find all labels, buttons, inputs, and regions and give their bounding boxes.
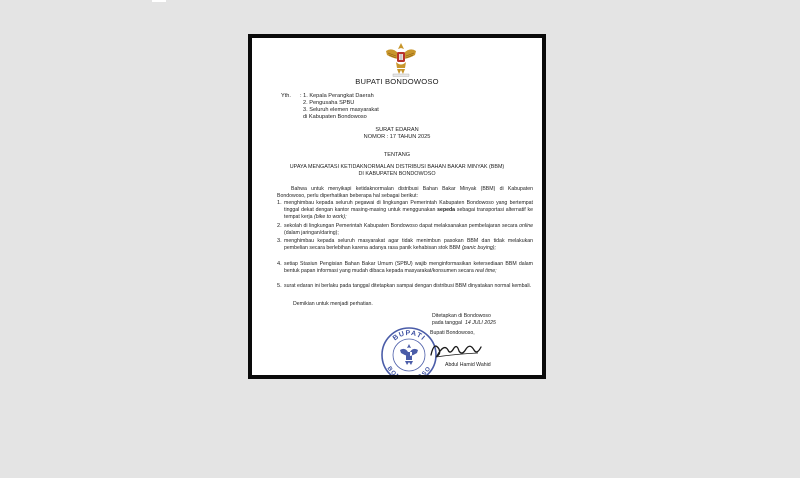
list-item-1: menghimbau kepada seluruh pegawai di lingkungan Pemerintah Kabupaten Bondowoso yang bertempat tinggal dekat dengan kantor masing-masing untuk menggunakan sepeda sebagai transportasi alternatif ke tempat kerja (bike to work); [284,200,533,220]
list-number-4: 4. [277,261,282,267]
list-item-2: sekolah di lingkungan Pemerintah Kabupaten Bondowoso dapat melaksanakan pembelajaran secara online (dalam jaringan/daring); [284,223,534,236]
circular-number: NOMOR : 17 TAHUN 2025 [363,134,431,140]
seal-bottom-text: BONDOWOSO [385,365,433,384]
list-item-5: surat edaran ini berlaku pada tanggal ditetapkan sampai dengan distribusi BBM dinyatakan normal kembali. [284,283,532,289]
list-number-5: 5. [277,283,282,289]
document-frame [248,34,546,384]
office-title: BUPATI BONDOWOSO [355,77,439,86]
list-number-2: 2. [277,223,282,229]
list-number-1: 1. [277,200,282,206]
list-item-4: setiap Stasiun Pengisian Bahan Bakar Umum (SPBU) wajib menginformasikan ketersediaan BBM dalam bentuk papan informasi yang mudah dibaca kepada masyarakat/konsumen secara real time; [284,261,533,274]
garuda-emblem-icon [384,41,418,77]
list-item-3: menghimbau kepada seluruh masyarakat agar tidak menimbun pasokan BBM dan tidak melakukan pembelian secara berlebihan karena adanya rasa panik kehabisan stok BBM (panic buying); [284,238,533,251]
seal-top-text: BUPATI [391,329,427,343]
subject-line-2: DI KABUPATEN BONDOWOSO [358,171,436,177]
recipient-item-1: : 1. Kepala Perangkat Daerah [300,93,374,99]
handwritten-signature [428,335,484,363]
established-date-label: pada tanggal [432,320,463,326]
document-paper [252,38,542,384]
signatory-name: Abdul Hamid Wahid [445,362,491,368]
subject-line-1: UPAYA MENGATASI KETIDAKNORMALAN DISTRIBUSI BAHAN BAKAR MINYAK (BBM) [289,164,505,170]
established-date-value: 14 JULI 2025 [465,320,496,326]
recipient-item-4: di Kabupaten Bondowoso [303,114,367,120]
recipient-label: Yth. [281,93,291,99]
recipient-item-3: 3. Seluruh elemen masyarakat [303,107,379,113]
signatory-title: Bupati Bondowoso, [430,330,475,336]
list-number-3: 3. [277,238,282,244]
recipient-item-2: 2. Pengusaha SPBU [303,100,355,106]
established-place: Ditetapkan di Bondowoso [432,313,491,319]
top-edge-mark [152,0,166,2]
svg-text:BONDOWOSO [385,365,433,384]
circular-title: SURAT EDARAN [375,127,419,133]
intro-paragraph: Bahwa untuk menyikapi ketidaknormalan distribusi Bahan Bakar Minyak (BBM) di Kabupaten Bondowoso, perlu diperhatikan beberapa hal sebagai berikut: [277,186,533,199]
closing-line: Demikian untuk menjadi perhatian. [293,301,373,307]
tentang-heading: TENTANG [383,152,411,158]
